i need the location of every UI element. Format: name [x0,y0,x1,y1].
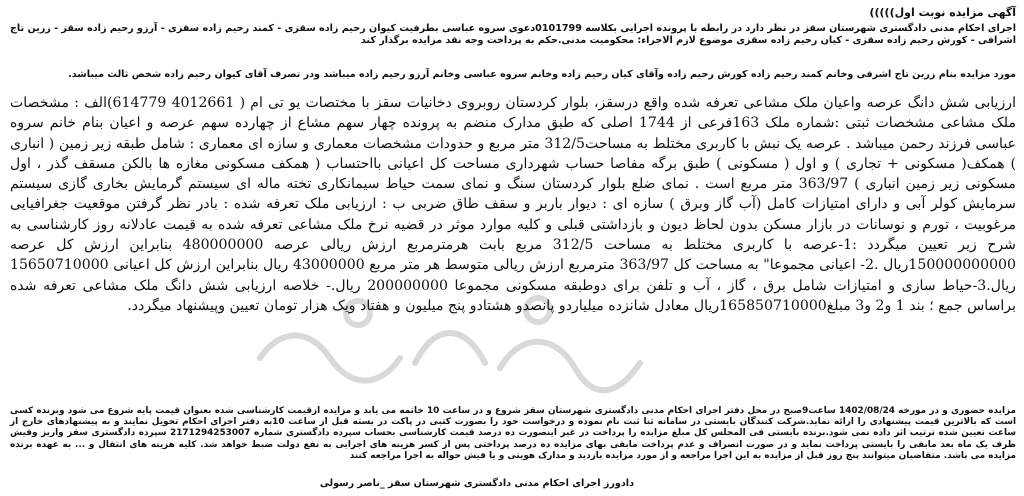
ownership-paragraph: مورد مزایده بنام زرین تاج اشرفی وخانم کمند رحیم زاده کورش رحیم زاده وآقای کیان رحیم زاده وخانم سروه عباسی وخانم آرزو رحیم زاده میباشد ودر تصرف آقای کیوان رحیم زاده شخص ثالث میباشد. [68,69,1016,80]
auction-terms: مزایده حضوری و در مورخه 1402/08/24 ساعت9صبح در محل دفتر اجرای احکام مدنی دادگستری شهرستان سقز شروع و در ساعت 10 خاتمه می یابد و مزایده ازقیمت کارشناسی شده بعنوان قیمت پایه شروع می شود وبرنده کسی است که بالاترین قیمت پیشنهادی را ارائه نماید.شرکت کنندگان بایستی در سامانه ثنا ثبت نام نموده و درخواست خود را بصورت کتبی در پاکت در بسته قبل از ساعت 10به دفتر اجرای احکام تحویل نمایند و به پیشنهادهای خارج از ساعت تعیین شده ترتیب اثر داده نمی شود.برنده بایستی فی المجلس کل مبلغ مزایده را پرداخت در غیر اینصورت ده درصد قیمت کارشناسی بحساب سپرده دادگستری شماره 2171294253007 سپرده دادگستری سقز واریز وفیش ظرف یک ماه بعد مابقی را بایستی پرداخت نماید و در صورت انصراف و عدم پرداخت مابقی بهای مزایده ده درصد پرداختی پس از کسر هزینه های اجرایی به نفع دولت ضبط خواهد شد. کلیه هزینه های انتقال و ... به عهده برنده مزایده می باشد. متقاضیان میتوانند پنج روز قبل از مزایده به این اجرا مراجعه و از مورد مزایده بازدید و مدارک هویتی و یا فیش حواله به اجرا مراجعه کنند [10,406,1017,461]
notice-title: آگهی مزایده نوبت اول))))) [869,6,1016,19]
signature: دادورز اجرای احکام مدنی دادگستری شهرستان سقز _ناصر رسولی [319,478,634,489]
notice-intro: اجرای احکام مدنی دادگستری شهرستان سقز در نظر دارد در رابطه با پرونده اجرایی بکلاسه 0101799دعوی سروه عباسی بطرفیت کیوان رحیم زاده سقزی - کمند رحیم زاده سقزی - آرزو رحیم زاده سقز - زرین تاج اشرافی - کورش رحیم زاده سقزی - کیان رحیم زاده سقزی موضوع لازم الاجراء: محکومیت مدنی.حکم به پرداخت وجه نقد مزایده برگذار کند [10,23,1016,46]
valuation-paragraph: ارزیابی شش دانگ عرصه واعیان ملک مشاعی تعرفه شده واقع درسقز، بلوار کردستان روبروی دخانیات سقز با مختصات یو تی ام ( 4012661 614779)الف : مشخصات ملک مشاعی مشخصات ثبتی :شماره ملک 163فرعی از 1744 اصلی که طبق مدارک منضم به پرونده چهار سهم مشاع از چهارده سهم عرصه و اعیان بنام خانم سروه عباسی فرزند رحمن میباشد . عرصه یک نبش با کاربری مختلط به مساحت312/5 متر مربع و حدودات مشخصات معماری و سازه ای معماری : شامل طبقه زیر زمین ( انباری ) همکف( مسکونی + تجاری ) و اول ( مسکونی ) طبق برگه مفاصا حساب شهرداری مساحت کل اعیانی بااحتساب ( همکف مسکونی مغازه ها بالکن مسقف گذر ، اول مسکونی زیر زمین انباری ) 363/97 متر مربع است . نمای ضلع بلوار کردستان سنگ و نمای سمت حیاط سیمانکاری تخته ماله ای سیستم گرمایش بخاری گازی سیستم سرمایش کولر آبی و دارای امتیازات کامل (آب گاز وبرق ) سازه ای : دیوار باربر و سقف طاق ضربی ب : ارزیابی ملک تعرفه شده : بادر نظر گرفتن موقعیت جغرافیایی مرغوبیت ، تورم و نوسانات در بازار مسکن بدون لحاظ دیون و بازداشتی قبلی و کلیه موارد موثر در قضیه نرخ ملک مشاعی تعرفه شده به قیمت عادلانه روز کارشناسی به شرح زیر تعیین میگردد :1-عرصه با کاربری مختلط به مساحت 312/5 مربع بابت هرمترمربع ارزش ریالی عرصه 480000000 بنابراین ارزش کل عرصه 150000000000ریال .2- اعیانی مجموعا" به مساحت کل 363/97 مترمربع ارزش ریالی متوسط هر متر مربع 43000000 ریال بنابراین ارزش کل اعیانی 15650710000 ریال.3-حیاط سازی و امتیازات شامل برق ، گاز ، آب و تلفن برای دوطبقه مسکونی مجموعا 200000000 ریال.- خلاصه ارزیابی شش دانگ ملک مشاعی تعرفه شده براساس جمع ؛ بند 1 و2 و3 مبلغ165850710000ریال معادل شانزده میلیاردو پانصدو هشتادو پنج میلیون و هفتاد ویک هزار تومان تعیین وپیشنهاد میگردد. [10,95,1017,314]
